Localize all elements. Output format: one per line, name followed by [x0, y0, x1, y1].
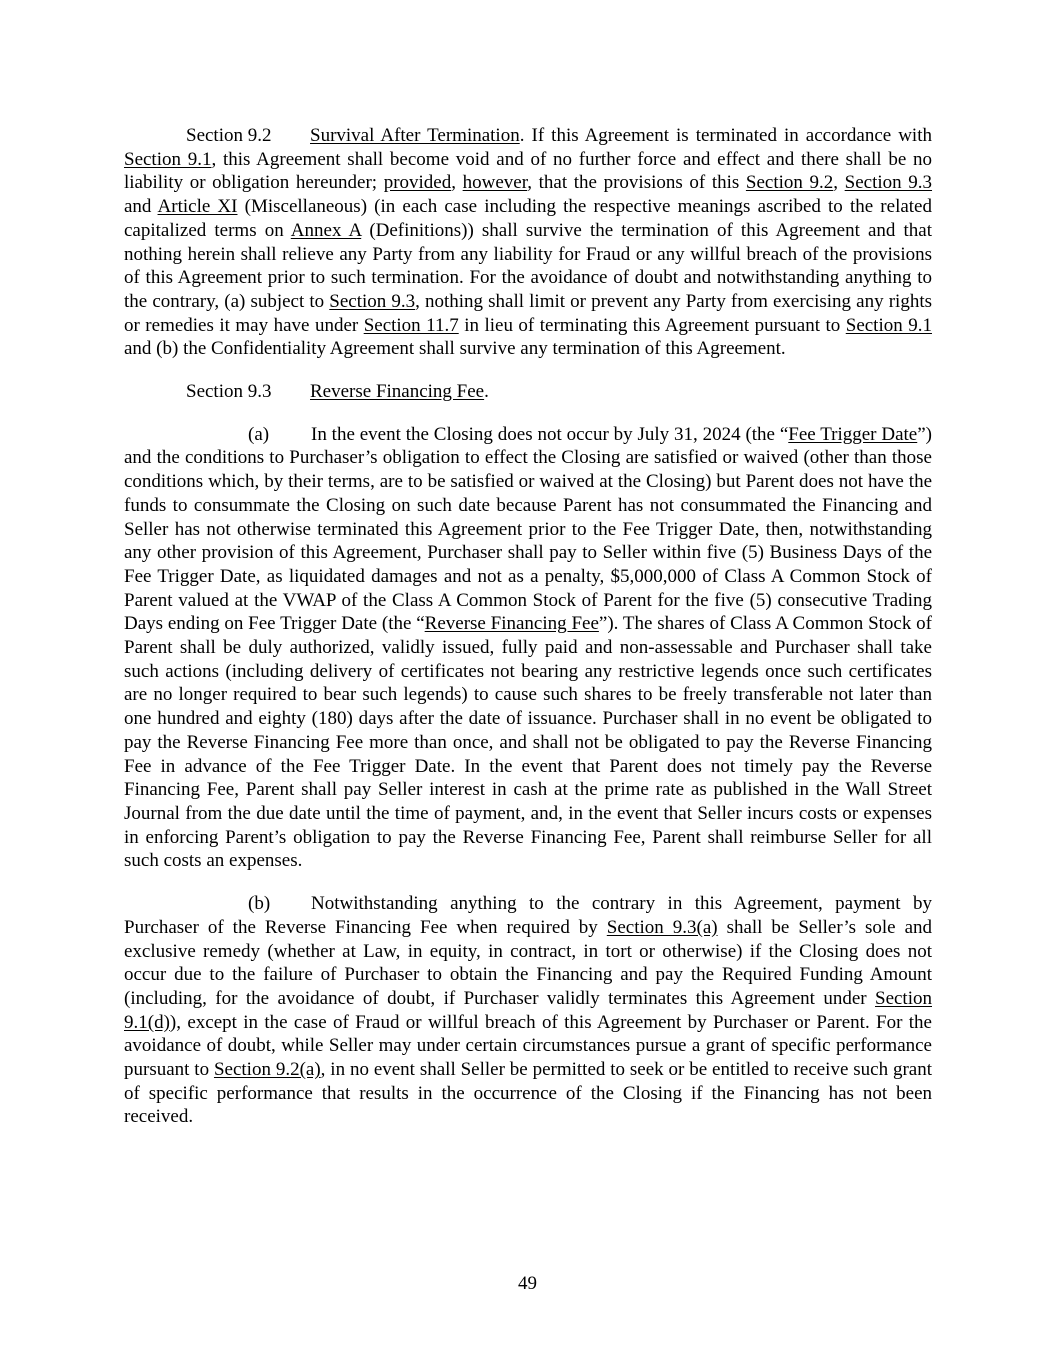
paragraph-label: (a) — [248, 423, 270, 445]
body-text: (Miscellaneous) (in each case including the respective meanings ascribed to the related capitalized terms on — [124, 196, 932, 241]
body-text: In the event the Closing does not occur by July 31, 2024 (the “ — [311, 423, 789, 445]
emphasis-term: however — [462, 172, 528, 194]
cross-reference: Annex A — [290, 219, 362, 241]
body-text: ), except in the case of Fraud or willful breach of this Agreement by Purchaser or Parent. For the avoidance of doubt, while Seller may under certain circumstances pursue a grant of specific performance pursuant to — [124, 1011, 932, 1081]
section-9-2-paragraph — [124, 124, 932, 361]
section-number: Section 9.2 — [186, 125, 272, 146]
cross-reference: Section 9.1(d) — [124, 987, 932, 1033]
body-text: , in no event shall Seller be permitted to seek or be entitled to receive such grant of specific performance that results in the occurrence of the Closing if the Financing has not been received. — [124, 1059, 933, 1128]
page-number: 49 — [518, 1273, 537, 1294]
body-text: , that the provisions of this — [527, 172, 746, 194]
body-text: and — [124, 196, 158, 218]
cross-reference: Article XI — [157, 196, 238, 218]
body-text: in lieu of terminating this Agreement pursuant to — [458, 314, 846, 336]
body-text: ”) and the conditions to Purchaser’s obligation to effect the Closing are satisfied or waived (other than those conditions which, by their terms, are to be satisfied or waived at the Closing) but Parent does not have the funds to consummate the Closing on such date because Parent has not consummated the Financing and Seller has not otherwise terminated this Agreement prior to the Fee Trigger Date, then, notwithstanding any other provision of this Agreement, Purchaser shall pay to Seller within five (5) Business Days of the Fee Trigger Date, as liquidated damages and not as a penalty, $5,000,000 of Class A Common Stock of Parent valued at the VWAP of the Class A Common Stock of Parent for the five (5) consecutive Trading Days ending on Fee Trigger Date (the “ — [124, 423, 932, 635]
cross-reference: Section 9.2 — [745, 172, 834, 194]
cross-reference: Section 9.3 — [329, 290, 416, 312]
cross-reference: Section 9.2(a) — [213, 1059, 321, 1081]
body-text: , this Agreement shall become void and of no further force and effect and there shall be no liability or obligation hereunder; — [124, 148, 932, 194]
cross-reference: Section 9.3(a) — [606, 916, 718, 938]
paragraph-label: (b) — [248, 893, 271, 915]
defined-term: Reverse Financing Fee — [424, 613, 599, 635]
section-heading: Survival After Termination — [310, 125, 520, 146]
body-text: . If this Agreement is terminated in accordance with — [519, 125, 932, 146]
emphasis-term: provided — [383, 172, 452, 194]
body-text: ”). The shares of Class A Common Stock of Parent shall be duly authorized, validly issued, fully paid and non-assessable and Purchaser shall take such actions (including delivery of certificates not bearing any restrictive legends once such certificates are no longer required to bear such legends) to cause such shares to be freely transferable not later than one hundred and eighty (180) days after the date of issuance. Purchaser shall in no event be obligated to pay the Reverse Financing Fee more than once, and shall not be obligated to pay the Reverse Financing Fee in advance of the Fee Trigger Date. In the event that Parent does not timely pay the Reverse Financing Fee, Parent shall pay Seller interest in cash at the prime rate as published in the Wall Street Journal from the due date until the time of payment, and, in the event that Seller incurs costs or expenses in enforcing Parent’s obligation to pay the Reverse Financing Fee, Parent shall reimburse Seller for all such costs an expenses. — [124, 613, 932, 872]
section-number: Section 9.3 — [186, 381, 272, 403]
cross-reference: Section 9.1 — [845, 314, 932, 336]
body-text: and (b) the Confidentiality Agreement shall survive any termination of this Agreement. — [124, 338, 786, 360]
defined-term: Fee Trigger Date — [788, 423, 918, 445]
paragraph-b — [124, 892, 932, 1129]
body-text: . — [484, 381, 489, 403]
paragraph-a — [124, 423, 932, 873]
body-text: , nothing shall limit or prevent any Party from exercising any rights or remedies it may have under — [124, 290, 932, 336]
body-text: (Definitions)) shall survive the termination of this Agreement and that nothing herein shall relieve any Party from any liability for Fraud or any willful breach of the provisions of this Agreement prior to such termination. For the avoidance of doubt and notwithstanding anything to the contrary, (a) subject to — [124, 219, 933, 312]
body-text: , — [451, 172, 463, 194]
body-text: Notwithstanding anything to the contrary in this Agreement, payment by Purchaser of the Reverse Financing Fee when required by — [124, 893, 932, 938]
body-text: , — [833, 172, 845, 194]
section-heading: Reverse Financing Fee — [310, 381, 485, 403]
section-9-3-heading — [124, 380, 932, 404]
body-text: shall be Seller’s sole and exclusive remedy (whether at Law, in equity, in contract, in tort or otherwise) if the Closing does not occur due to the failure of Purchaser to obtain the Financing and pay the Required Funding Amount (including, for the avoidance of doubt, if Purchaser validly terminates this Agreement under — [124, 916, 933, 1009]
cross-reference: Section 9.1 — [124, 148, 212, 170]
cross-reference: Section 9.3 — [844, 172, 933, 194]
document-body — [124, 124, 932, 1129]
cross-reference: Section 11.7 — [363, 314, 459, 336]
